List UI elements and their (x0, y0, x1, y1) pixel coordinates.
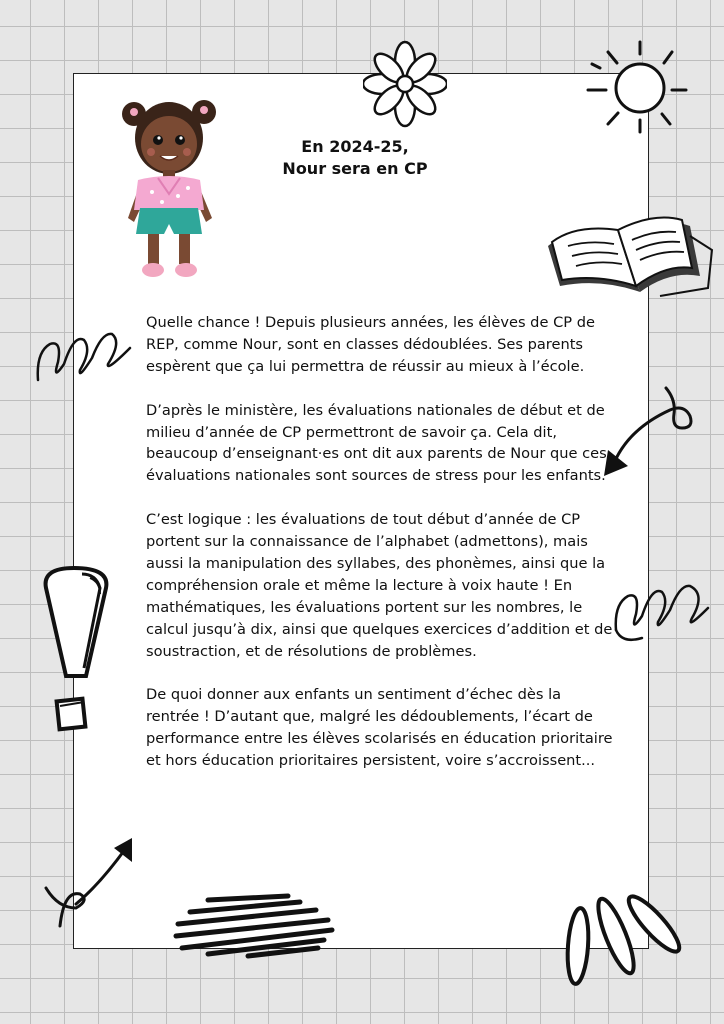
title-line-1: En 2024-25, (301, 137, 409, 156)
swirl-icon (34, 312, 134, 386)
paragraph: D’après le ministère, les évaluations nationales de début et de milieu d’année de CP permettront de savoir ça. Cela dit, beaucoup d’enseignant·es ont dit aux parents de Nour que ces évaluations nationales sont sources de stress pour les enfants. (146, 401, 607, 485)
flower-icon (363, 38, 447, 130)
exclamation-icon (38, 564, 114, 734)
page-title (250, 136, 460, 180)
scribble-icon (168, 890, 338, 960)
article-body (146, 312, 616, 794)
paragraph: De quoi donner aux enfants un sentiment d’échec dès la rentrée ! D’autant que, malgré les dédoublements, l’écart de performance entre les élèves scolarisés en éducation prioritaire et hors éducation prioritaires persistent, voire s’accroissent... (146, 686, 613, 770)
book-icon (540, 206, 716, 302)
sun-icon (584, 38, 690, 136)
girl-illustration (118, 88, 222, 284)
arrow-icon-bottom (40, 834, 140, 934)
swirl-icon-right (612, 574, 712, 648)
paragraph: C’est logique : les évaluations de tout début d’année de CP portent sur la connaissance de l’alphabet (admettons), mais aussi la manipulation des syllabes, des phonèmes, ainsi que la compréhension orale et même la lecture à voix haute ! En mathématiques, les évaluations portent sur les nombres, le calcul jusqu’à dix, ainsi que quelques exercices d’addition et de soustraction, et de résolutions de problèmes. (146, 511, 613, 660)
petal-lines-icon (560, 876, 690, 992)
title-line-2: Nour sera en CP (282, 159, 428, 178)
paragraph: Quelle chance ! Depuis plusieurs années, les élèves de CP de REP, comme Nour, sont en classes dédoublées. Ses parents espèrent que ça lui permettra de réussir au mieux à l’école. (146, 314, 595, 375)
